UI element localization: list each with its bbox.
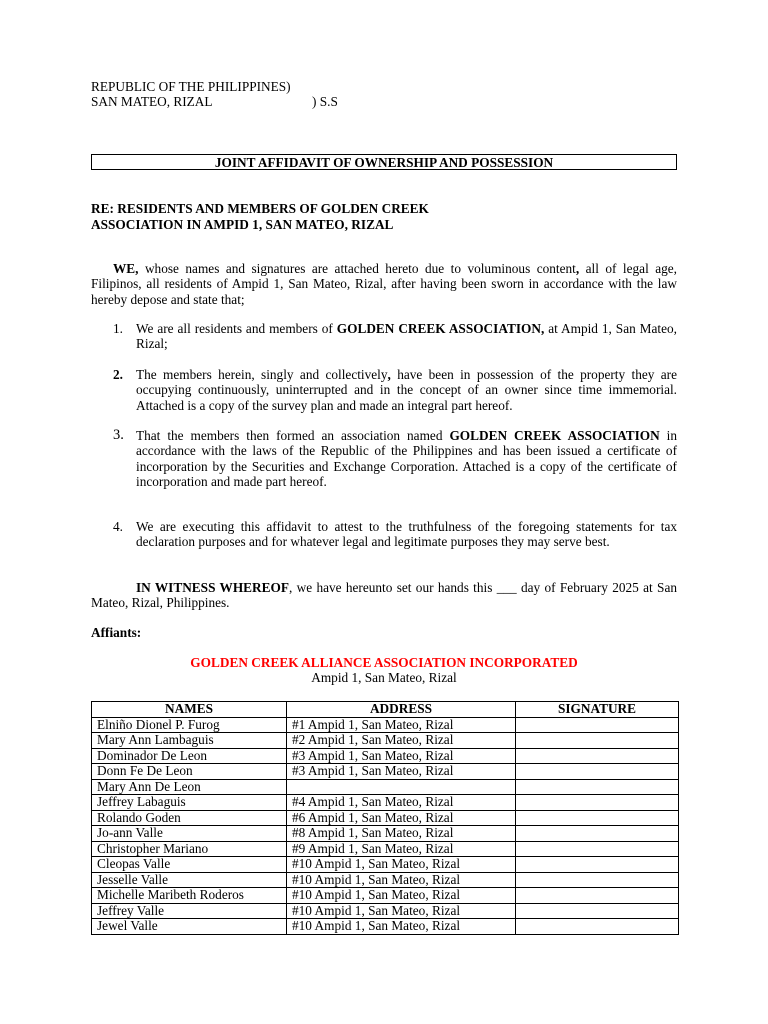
signature-cell [516,903,679,919]
address-cell: #10 Ampid 1, San Mateo, Rizal [287,888,516,904]
list-text-pre: We are all residents and members of [136,321,337,336]
signature-cell [516,733,679,749]
signature-cell [516,795,679,811]
table-row [92,857,679,873]
list-text-pre: We are executing this affidavit to attest to the truthfulness of the foregoing statements for tax declaration purposes and for whatever legal and legitimate purposes they may serve best. [136,519,677,550]
header-republic: REPUBLIC OF THE PHILIPPINES) [91,79,291,94]
document-title: JOINT AFFIDAVIT OF OWNERSHIP AND POSSESSION [91,154,677,170]
table-row [92,733,679,749]
signature-cell [516,919,679,935]
signature-cell [516,810,679,826]
name-cell: Jo-ann Valle [92,826,287,842]
witness-paragraph [91,580,677,611]
name-cell: Jeffrey Valle [92,903,287,919]
list-text-post: at Ampid 1, San Mateo, Rizal; [136,321,677,352]
name-cell: Cleopas Valle [92,857,287,873]
header-location-line [91,94,338,109]
association-location: Ampid 1, San Mateo, Rizal [311,670,457,685]
header-municipality: SAN MATEO, RIZAL [91,94,213,109]
header-ss: ) S.S [312,94,338,109]
address-cell: #8 Ampid 1, San Mateo, Rizal [287,826,516,842]
signature-cell [516,717,679,733]
address-cell: #2 Ampid 1, San Mateo, Rizal [287,733,516,749]
address-cell: #1 Ampid 1, San Mateo, Rizal [287,717,516,733]
list-text [136,367,677,413]
signature-cell [516,779,679,795]
address-cell: #6 Ampid 1, San Mateo, Rizal [287,810,516,826]
affiants-table-body [92,717,679,934]
witness-text: , we have hereunto set our hands this ___ day of February 2025 at San Mateo, Rizal, Philippines. [91,580,677,611]
signature-cell [516,826,679,842]
list-text-bold: GOLDEN CREEK ASSOCIATION [449,428,660,443]
table-row [92,888,679,904]
signature-cell [516,857,679,873]
address-cell: #3 Ampid 1, San Mateo, Rizal [287,748,516,764]
address-cell [287,779,516,795]
signature-cell [516,764,679,780]
list-text-post: in accordance with the laws of the Republic of the Philippines and has been issued a certificate of incorporation by the Securities and Exchange Corporation. Attached is a copy of the certificate of incorporation and made part hereof. [136,428,677,489]
column-header-signature: SIGNATURE [516,702,679,718]
name-cell: Mary Ann De Leon [92,779,287,795]
signature-cell [516,888,679,904]
signature-cell [516,872,679,888]
table-row [92,826,679,842]
affiants-table [91,701,679,935]
signature-cell [516,748,679,764]
table-header-row [92,702,679,718]
name-cell: Donn Fe De Leon [92,764,287,780]
address-cell: #3 Ampid 1, San Mateo, Rizal [287,764,516,780]
table-row [92,903,679,919]
header-jurisdiction-line [91,79,291,94]
address-cell: #10 Ampid 1, San Mateo, Rizal [287,872,516,888]
list-text-post: have been in possession of the property they are occupying continuously, uninterrupted and in the concept of an owner since time immemorial. Attached is a copy of the survey plan and made an integral part hereof. [136,367,678,413]
table-row [92,810,679,826]
table-row [92,764,679,780]
name-cell: Michelle Maribeth Roderos [92,888,287,904]
name-cell: Jewel Valle [92,919,287,935]
name-cell: Rolando Goden [92,810,287,826]
address-cell: #10 Ampid 1, San Mateo, Rizal [287,903,516,919]
address-cell: #10 Ampid 1, San Mateo, Rizal [287,919,516,935]
table-row [92,779,679,795]
intro-text-2: all of legal age, Filipinos, all residents of Ampid 1, San Mateo, Rizal, after having been sworn in accordance with the law hereby depose and state that; [91,261,677,307]
address-cell: #4 Ampid 1, San Mateo, Rizal [287,795,516,811]
intro-paragraph [91,261,677,307]
list-text [136,519,677,550]
intro-comma: , [575,261,580,276]
list-text [136,321,677,352]
re-line-2: ASSOCIATION IN AMPID 1, SAN MATEO, RIZAL [91,216,394,232]
table-row [92,919,679,935]
table-row [92,841,679,857]
list-text-bold: , [387,367,391,382]
address-cell: #10 Ampid 1, San Mateo, Rizal [287,857,516,873]
witness-heading: IN WITNESS WHEREOF [136,580,289,595]
name-cell: Jesselle Valle [92,872,287,888]
table-row [92,872,679,888]
re-subject [91,201,429,232]
list-number: 3. [113,427,124,443]
affiants-label: Affiants: [91,625,142,640]
intro-text-1: whose names and signatures are attached hereto due to voluminous content [138,261,576,276]
column-header-names: NAMES [92,702,287,718]
list-number: 2. [113,367,123,382]
intro-we: WE, [113,261,139,276]
column-header-address: ADDRESS [287,702,516,718]
list-number: 1. [113,321,123,336]
list-text-bold: GOLDEN CREEK ASSOCIATION, [336,321,545,336]
list-text [136,428,677,489]
signature-cell [516,841,679,857]
name-cell: Christopher Mariano [92,841,287,857]
address-cell: #9 Ampid 1, San Mateo, Rizal [287,841,516,857]
list-number: 4. [113,519,123,534]
name-cell: Mary Ann Lambaguis [92,733,287,749]
name-cell: Dominador De Leon [92,748,287,764]
name-cell: Jeffrey Labaguis [92,795,287,811]
table-row [92,748,679,764]
name-cell: Elniño Dionel P. Furog [92,717,287,733]
table-row [92,795,679,811]
table-row [92,717,679,733]
list-text-pre: That the members then formed an association named [136,428,450,443]
association-title: GOLDEN CREEK ALLIANCE ASSOCIATION INCORPORATED [190,655,578,670]
re-line-1: RE: RESIDENTS AND MEMBERS OF GOLDEN CREEK [91,201,429,216]
list-text-pre: The members herein, singly and collectively [136,367,388,382]
